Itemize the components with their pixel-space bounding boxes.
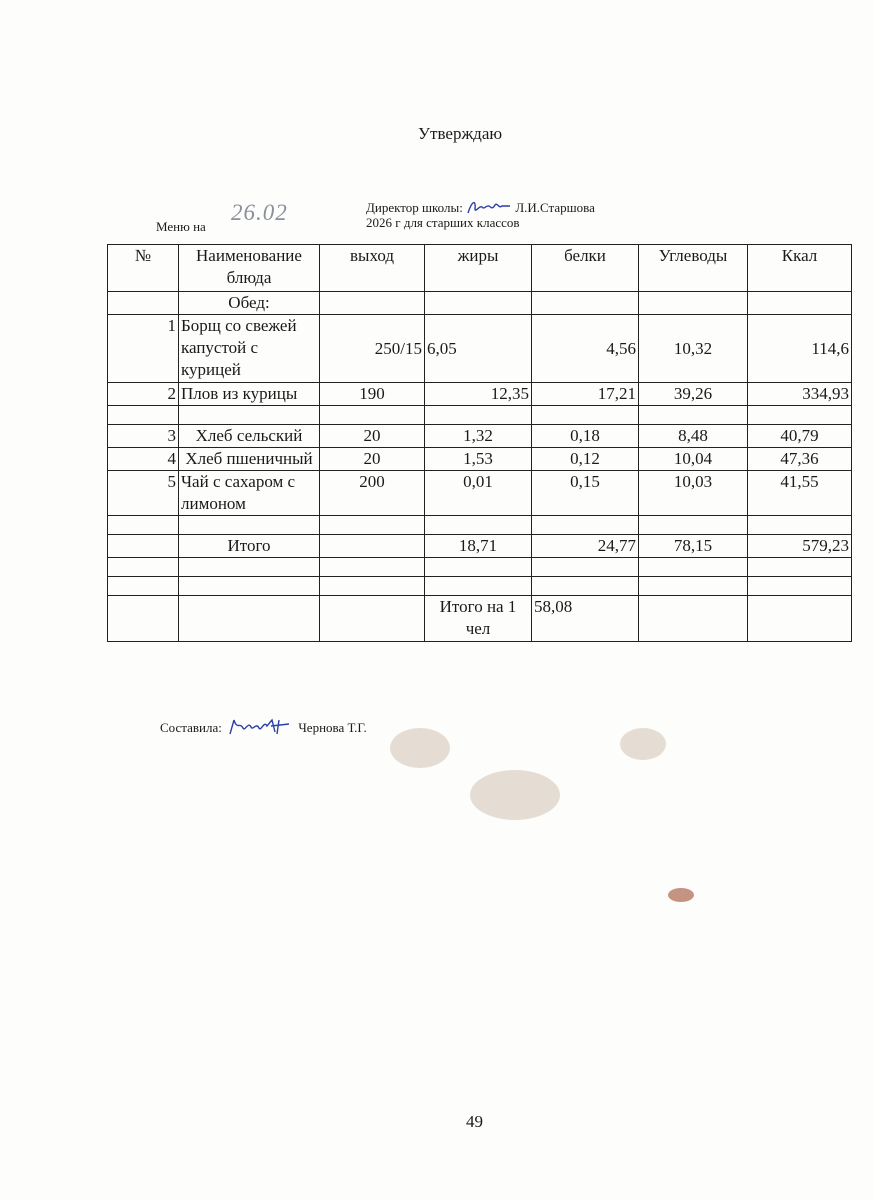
row-fat: 1,32 bbox=[425, 425, 532, 448]
row-out: 250/15 bbox=[320, 315, 425, 383]
row-carbs: 10,03 bbox=[639, 471, 748, 516]
row-out: 20 bbox=[320, 425, 425, 448]
row-out: 200 bbox=[320, 471, 425, 516]
row-protein: 17,21 bbox=[532, 383, 639, 406]
row-carbs: 39,26 bbox=[639, 383, 748, 406]
total-kcal: 579,23 bbox=[748, 535, 852, 558]
row-name: Хлеб сельский bbox=[179, 425, 320, 448]
blank-row bbox=[108, 516, 852, 535]
row-num: 4 bbox=[108, 448, 179, 471]
paper-stain bbox=[620, 728, 666, 760]
row-protein: 0,15 bbox=[532, 471, 639, 516]
paper-stain bbox=[390, 728, 450, 768]
row-kcal: 334,93 bbox=[748, 383, 852, 406]
table-row bbox=[108, 471, 852, 516]
director-label: Директор школы: bbox=[366, 200, 463, 215]
col-protein-header: белки bbox=[532, 245, 639, 292]
paper-stain bbox=[668, 888, 694, 902]
total-carbs: 78,15 bbox=[639, 535, 748, 558]
row-fat: 6,05 bbox=[425, 315, 532, 383]
row-name: Борщ со свежей капустой с курицей bbox=[179, 315, 320, 383]
row-num: 1 bbox=[108, 315, 179, 383]
year-line: 2026 г для старших классов bbox=[366, 215, 520, 230]
table-row bbox=[108, 383, 852, 406]
director-name: Л.И.Старшова bbox=[515, 200, 595, 215]
row-kcal: 47,36 bbox=[748, 448, 852, 471]
row-protein: 4,56 bbox=[532, 315, 639, 383]
row-kcal: 41,55 bbox=[748, 471, 852, 516]
per-person-label: Итого на 1 чел bbox=[425, 596, 532, 642]
row-fat: 1,53 bbox=[425, 448, 532, 471]
composed-by-line bbox=[160, 716, 367, 738]
composed-label: Составила: bbox=[160, 720, 222, 735]
total-fat: 18,71 bbox=[425, 535, 532, 558]
menu-table bbox=[107, 244, 852, 642]
row-fat: 12,35 bbox=[425, 383, 532, 406]
section-label: Обед: bbox=[179, 292, 320, 315]
row-name: Плов из курицы bbox=[179, 383, 320, 406]
row-num: 3 bbox=[108, 425, 179, 448]
row-carbs: 8,48 bbox=[639, 425, 748, 448]
row-fat: 0,01 bbox=[425, 471, 532, 516]
row-kcal: 114,6 bbox=[748, 315, 852, 383]
section-row bbox=[108, 292, 852, 315]
paper-stain bbox=[470, 770, 560, 820]
composer-signature bbox=[227, 716, 293, 738]
col-carbs-header: Углеводы bbox=[639, 245, 748, 292]
row-out: 190 bbox=[320, 383, 425, 406]
table-row bbox=[108, 315, 852, 383]
col-name-header: Наименование блюда bbox=[179, 245, 320, 292]
row-carbs: 10,04 bbox=[639, 448, 748, 471]
director-line bbox=[366, 197, 595, 217]
composer-name: Чернова Т.Г. bbox=[298, 720, 367, 735]
page-number: 49 bbox=[466, 1112, 483, 1131]
row-name: Чай с сахаром с лимоном bbox=[179, 471, 320, 516]
row-num: 5 bbox=[108, 471, 179, 516]
row-kcal: 40,79 bbox=[748, 425, 852, 448]
col-fat-header: жиры bbox=[425, 245, 532, 292]
col-out-header: выход bbox=[320, 245, 425, 292]
header-row bbox=[108, 245, 852, 292]
blank-row bbox=[108, 558, 852, 577]
row-protein: 0,12 bbox=[532, 448, 639, 471]
approval-title: Утверждаю bbox=[418, 124, 503, 143]
per-person-row bbox=[108, 596, 852, 642]
total-protein: 24,77 bbox=[532, 535, 639, 558]
per-person-value: 58,08 bbox=[532, 596, 639, 642]
total-label: Итого bbox=[179, 535, 320, 558]
menu-label: Меню на bbox=[156, 219, 206, 234]
row-name: Хлеб пшеничный bbox=[179, 448, 320, 471]
row-carbs: 10,32 bbox=[639, 315, 748, 383]
director-signature bbox=[466, 197, 512, 217]
table-row bbox=[108, 425, 852, 448]
row-num: 2 bbox=[108, 383, 179, 406]
menu-date: 26.02 bbox=[231, 200, 288, 225]
total-row bbox=[108, 535, 852, 558]
blank-row bbox=[108, 406, 852, 425]
col-num-header: № bbox=[108, 245, 179, 292]
row-out: 20 bbox=[320, 448, 425, 471]
col-kcal-header: Ккал bbox=[748, 245, 852, 292]
row-protein: 0,18 bbox=[532, 425, 639, 448]
table-row bbox=[108, 448, 852, 471]
blank-row bbox=[108, 577, 852, 596]
